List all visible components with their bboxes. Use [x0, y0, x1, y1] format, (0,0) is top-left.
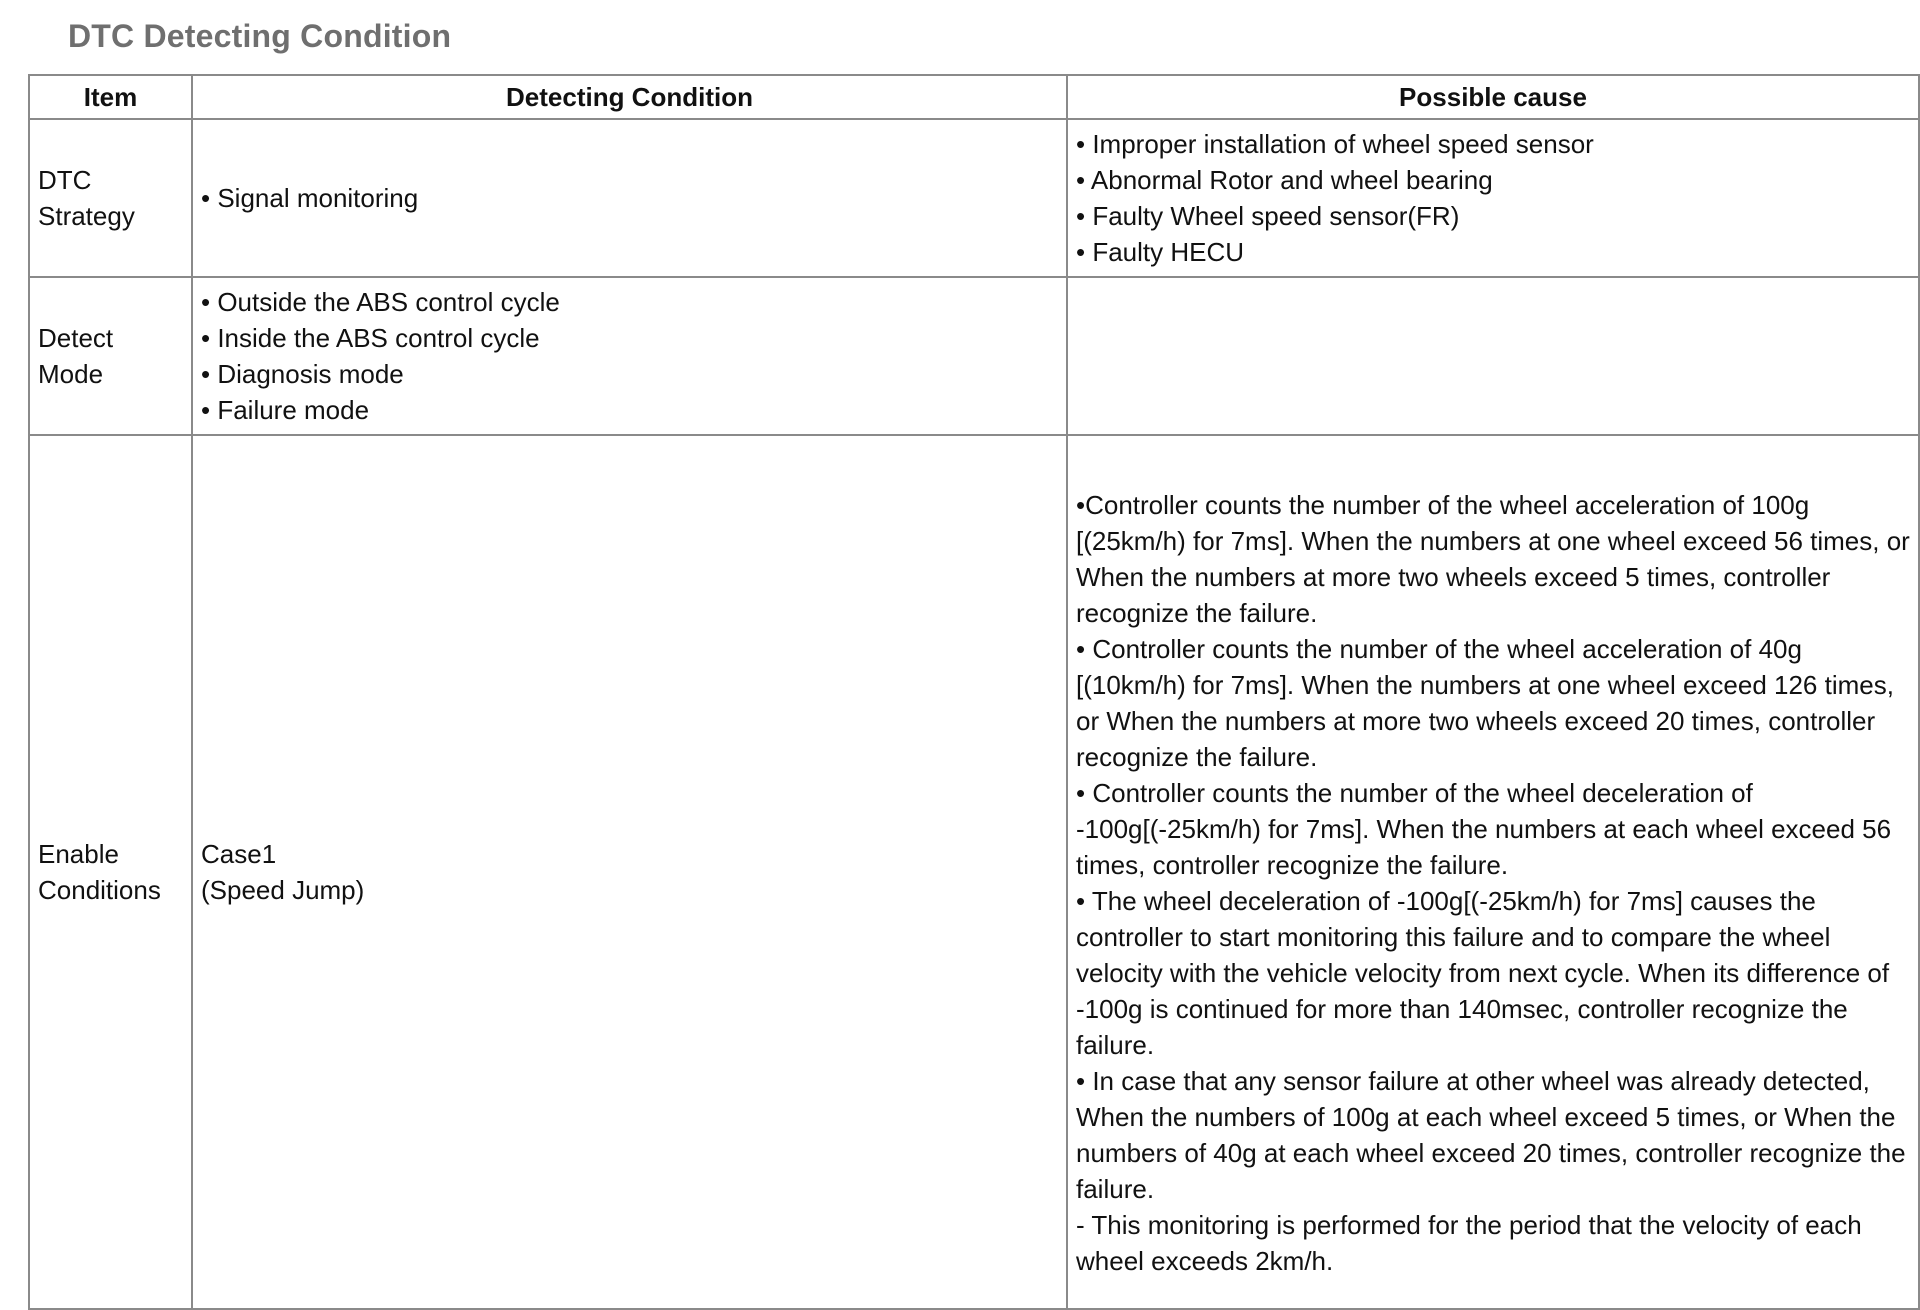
- cause-bullet: • Improper installation of wheel speed sensor: [1076, 129, 1594, 159]
- cause-paragraph: • Controller counts the number of the wheel acceleration of 40g [(10km/h) for 7ms]. When the numbers at one wheel exceed 126 times, or When the numbers at more two wheels exceed 20 times, controller recognize the failure.: [1076, 634, 1894, 772]
- item-label-line: Mode: [38, 359, 104, 389]
- cause-bullet: • Faulty HECU: [1076, 237, 1245, 267]
- case-label: Case1: [201, 839, 277, 869]
- cause-paragraph: • Controller counts the number of the wheel deceleration of -100g[(-25km/h) for 7ms]. When the numbers at each wheel exceed 56 times, controller recognize the failure.: [1076, 778, 1892, 880]
- cause-cell-enable-conditions: [1067, 435, 1919, 1309]
- cause-bullet: • Abnormal Rotor and wheel bearing: [1076, 165, 1493, 195]
- item-cell-detect-mode: [29, 277, 192, 435]
- column-header-condition: Detecting Condition: [192, 75, 1067, 119]
- item-label-line: Enable: [38, 839, 119, 869]
- item-label-line: Detect: [38, 323, 114, 353]
- condition-cell-dtc-strategy: [192, 119, 1067, 277]
- item-label-line: Strategy: [38, 201, 135, 231]
- condition-bullet: • Signal monitoring: [201, 183, 419, 213]
- column-header-cause: Possible cause: [1067, 75, 1919, 119]
- condition-cell-detect-mode: [192, 277, 1067, 435]
- cause-paragraph: - This monitoring is performed for the period that the velocity of each wheel exceeds 2km/h.: [1076, 1210, 1862, 1276]
- cause-paragraph: • The wheel deceleration of -100g[(-25km/h) for 7ms] causes the controller to start monitoring this failure and to compare the wheel velocity with the vehicle velocity from next cycle. When its difference of -100g is continued for more than 140msec, controller recognize the failure.: [1076, 886, 1890, 1060]
- table-row-detect-mode: [29, 277, 1919, 435]
- item-cell-enable-conditions: [29, 435, 192, 1309]
- page-title: DTC Detecting Condition: [68, 18, 452, 54]
- dtc-condition-table: [28, 74, 1920, 1310]
- condition-bullet: • Inside the ABS control cycle: [201, 323, 540, 353]
- condition-bullet: • Failure mode: [201, 395, 370, 425]
- table-row-enable-conditions: [29, 435, 1919, 1309]
- condition-bullet: • Diagnosis mode: [201, 359, 404, 389]
- cause-paragraph: •Controller counts the number of the wheel acceleration of 100g [(25km/h) for 7ms]. When the numbers at one wheel exceed 56 times, or When the numbers at more two wheels exceed 5 times, controller recognize the failure.: [1076, 490, 1910, 628]
- table-header-row: [29, 75, 1919, 119]
- table-row-dtc-strategy: [29, 119, 1919, 277]
- cause-cell-dtc-strategy: [1067, 119, 1919, 277]
- column-header-item: Item: [29, 75, 192, 119]
- condition-bullet: • Outside the ABS control cycle: [201, 287, 560, 317]
- case-label: (Speed Jump): [201, 875, 365, 905]
- cause-paragraph: • In case that any sensor failure at other wheel was already detected, When the numbers of 100g at each wheel exceed 5 times, or When the numbers of 40g at each wheel exceed 20 times, controller recognize the failure.: [1076, 1066, 1906, 1204]
- cause-cell-detect-mode: [1067, 277, 1919, 435]
- item-label-line: Conditions: [38, 875, 161, 905]
- item-cell-dtc-strategy: [29, 119, 192, 277]
- cause-bullet: • Faulty Wheel speed sensor(FR): [1076, 201, 1460, 231]
- condition-cell-enable-conditions: [192, 435, 1067, 1309]
- item-label-line: DTC: [38, 165, 92, 195]
